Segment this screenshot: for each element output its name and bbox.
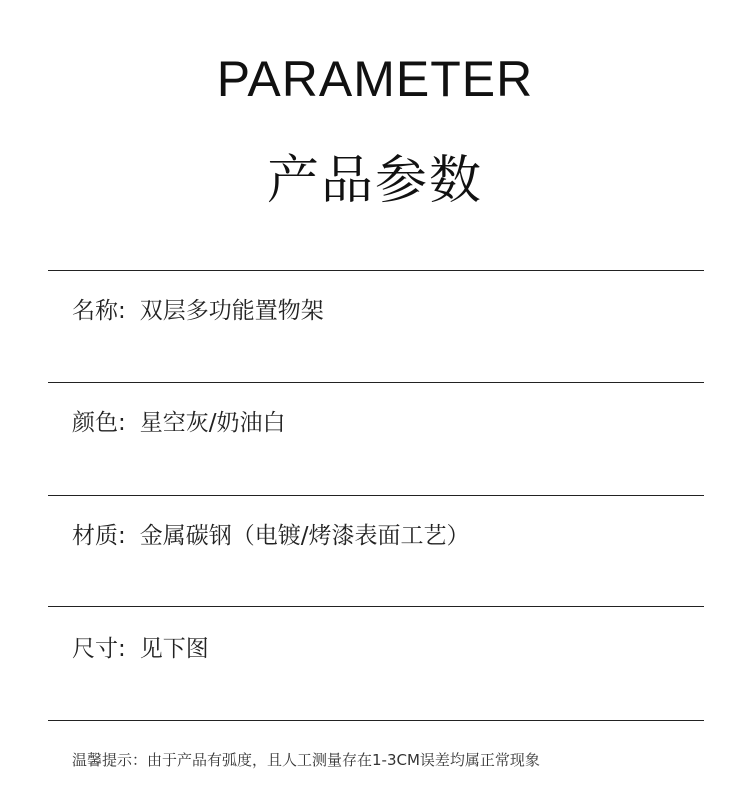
param-value: 双层多功能置物架 <box>139 298 324 324</box>
divider <box>48 606 704 607</box>
param-row-material <box>72 521 692 551</box>
param-row-color <box>72 408 692 438</box>
warm-tip-note: 温馨提示：由于产品有弧度，且人工测量存在1-3CM误差均属正常现象 <box>72 751 540 769</box>
title-english: PARAMETER <box>216 51 534 107</box>
param-value: 见下图 <box>139 636 209 662</box>
param-label: 材质: <box>72 523 126 549</box>
param-label: 尺寸: <box>72 636 126 662</box>
param-value: 星空灰/奶油白 <box>139 410 286 436</box>
param-value: 金属碳钢（电镀/烤漆表面工艺） <box>139 523 470 549</box>
param-label: 颜色: <box>72 410 126 436</box>
divider <box>48 270 704 271</box>
param-label: 名称: <box>72 298 126 324</box>
param-row-size <box>72 634 692 664</box>
param-row-name <box>72 296 692 326</box>
divider <box>48 382 704 383</box>
title-chinese: 产品参数 <box>266 151 483 211</box>
divider <box>48 720 704 721</box>
divider <box>48 495 704 496</box>
